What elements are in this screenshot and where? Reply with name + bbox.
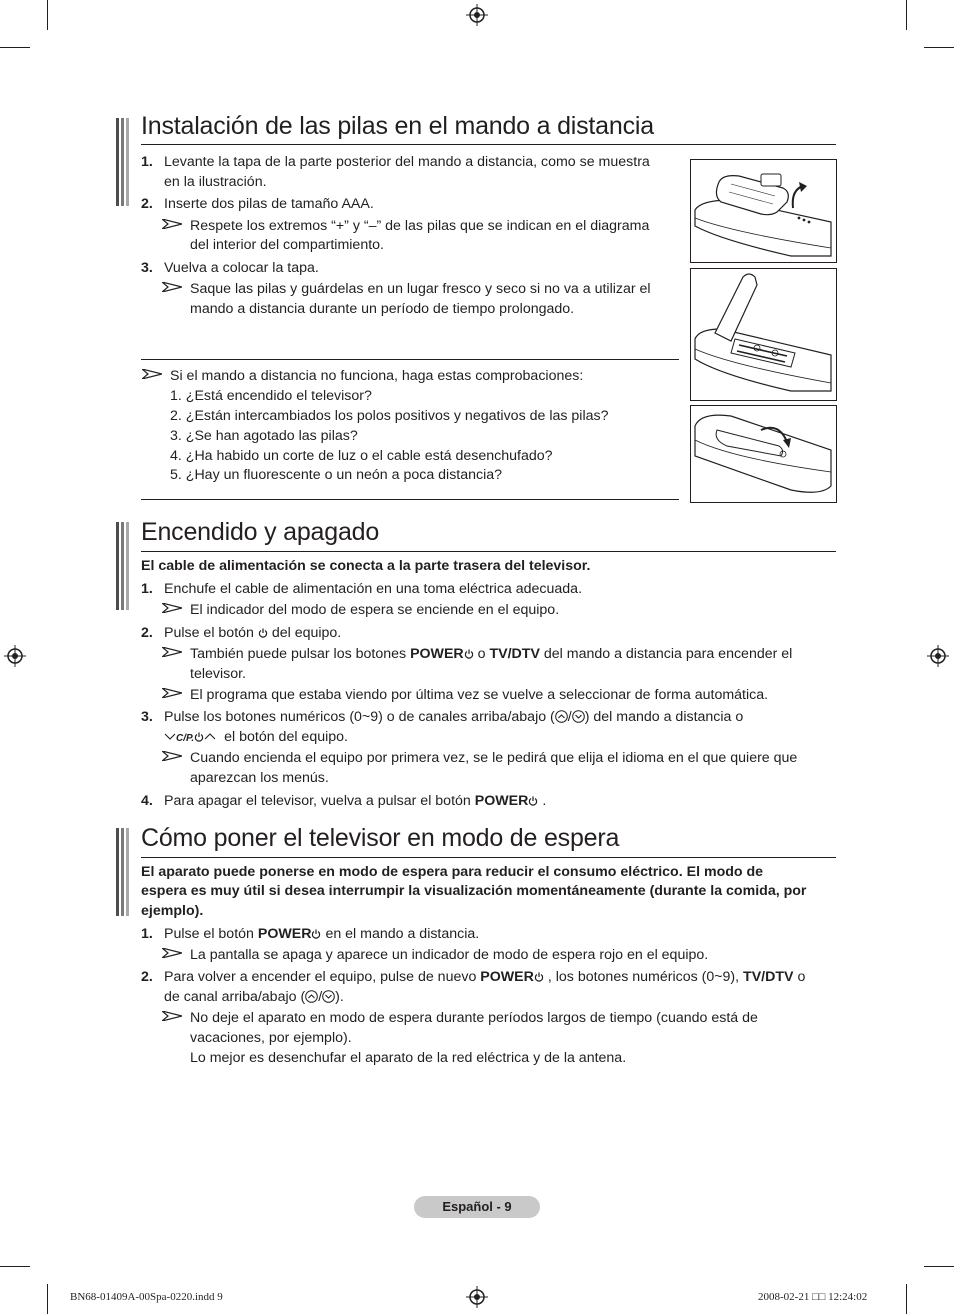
check-box-rule-bottom: [141, 499, 679, 500]
note-arrow-icon: [162, 219, 182, 229]
channel-up-icon: [555, 710, 568, 723]
crop-mark: [0, 1266, 30, 1267]
note-text: El indicador del modo de espera se enciende en el equipo.: [190, 602, 560, 618]
step-number: 1.: [141, 581, 153, 597]
note-text: mando a distancia durante un período de tiempo prolongado.: [190, 301, 575, 317]
step-text-part: .: [542, 793, 547, 809]
section-rule: [141, 144, 836, 145]
check-item: 1. ¿Está encendido el televisor?: [170, 388, 372, 404]
note-arrow-icon: [162, 751, 182, 761]
section-rule: [141, 551, 836, 552]
check-item: 5. ¿Hay un fluorescente o un neón a poca distancia?: [170, 467, 503, 483]
step-text-part: ) del mando a distancia o: [584, 709, 744, 725]
step-text: Inserte dos pilas de tamaño AAA.: [164, 196, 374, 212]
check-item: 4. ¿Ha habido un corte de luz o el cable está desenchufado?: [170, 448, 553, 464]
power-icon: [528, 796, 538, 806]
check-item: 2. ¿Están intercambiados los polos positivos y negativos de las pilas?: [170, 408, 609, 424]
power-icon: [534, 972, 544, 982]
channel-up-icon: [305, 990, 318, 1003]
date-slug: 2008-02-21 □□ 12:24:02: [758, 1291, 868, 1303]
step-text-part: , los botones numéricos (0~9),: [547, 969, 740, 985]
step-text-part: o: [797, 969, 806, 985]
note-text: Lo mejor es desenchufar el aparato de la red eléctrica y de la antena.: [190, 1050, 627, 1066]
cp-button-label: C/P.: [176, 733, 195, 744]
note-text: Respete los extremos “+” y “–” de las pilas que se indican en el diagrama: [190, 218, 650, 234]
note-text: El programa que estaba viendo por última vez se vuelve a seleccionar de forma automática.: [190, 687, 769, 703]
step-number: 1.: [141, 154, 153, 170]
check-intro: Si el mando a distancia no funciona, haga estas comprobaciones:: [170, 368, 584, 384]
step-text-part: Pulse el botón: [164, 926, 254, 942]
step-text: [164, 791, 546, 811]
step-text: [164, 727, 348, 749]
step-text-part: del equipo.: [271, 625, 342, 641]
note-text: del interior del compartimiento.: [190, 237, 384, 253]
step-number: 2.: [141, 625, 153, 641]
step-text: [164, 707, 743, 727]
section-lead: ejemplo).: [141, 903, 204, 919]
step-text-part: de canal arriba/abajo (: [164, 989, 306, 1005]
crop-mark: [924, 1266, 954, 1267]
power-icon: [464, 649, 474, 659]
section-rule: [141, 857, 836, 858]
check-item: 3. ¿Se han agotado las pilas?: [170, 428, 358, 444]
registration-mark-icon: [4, 645, 26, 667]
step-text-part: en el mando a distancia.: [325, 926, 480, 942]
power-icon: [258, 628, 268, 638]
power-button-label: POWER: [257, 926, 312, 942]
registration-mark-icon: [466, 1286, 488, 1308]
note-text: No deje el aparato en modo de espera durante períodos largos de tiempo (cuando está de: [190, 1010, 758, 1026]
step-text-part: Para apagar el televisor, vuelva a pulsar el botón: [164, 793, 471, 809]
power-button-label: POWER: [410, 646, 464, 662]
section-lead: espera es muy útil si desea interrumpir la visualización momentáneamente (durante la comida, por: [141, 883, 807, 899]
crop-mark: [47, 0, 48, 30]
step-text: [164, 623, 341, 643]
crop-mark: [924, 47, 954, 48]
note-text-part: del mando a distancia para encender el: [543, 646, 793, 662]
section-marker: [116, 118, 132, 206]
note-arrow-icon: [162, 688, 182, 698]
note-arrow-icon: [162, 282, 182, 292]
chevron-down-icon: [164, 731, 176, 741]
note-text: televisor.: [190, 666, 246, 682]
registration-mark-icon: [927, 645, 949, 667]
channel-down-icon: [572, 710, 585, 723]
note-arrow-icon: [162, 1011, 182, 1021]
step-number: 1.: [141, 926, 153, 942]
channel-down-icon: [322, 990, 335, 1003]
remote-illustration-close-cover: [690, 405, 837, 503]
step-text: Levante la tapa de la parte posterior del mando a distancia, como se muestra: [164, 154, 650, 170]
note-text: Saque las pilas y guárdelas en un lugar fresco y seco si no va a utilizar el: [190, 281, 651, 297]
step-number: 3.: [141, 709, 153, 725]
step-number: 4.: [141, 793, 153, 809]
note-text-part: También puede pulsar los botones: [190, 646, 407, 662]
step-text-part: Pulse el botón: [164, 625, 254, 641]
tvdtv-button-label: TV/DTV: [489, 646, 540, 662]
page-number-badge: Español - 9: [414, 1196, 540, 1218]
section-title-espera: Cómo poner el televisor en modo de espera: [141, 824, 620, 852]
note-arrow-icon: [162, 948, 182, 958]
tvdtv-button-label: TV/DTV: [743, 969, 794, 985]
step-text: Enchufe el cable de alimentación en una toma eléctrica adecuada.: [164, 581, 583, 597]
step-text-part: ).: [335, 989, 344, 1005]
step-text-part: Pulse los botones numéricos (0~9) o de canales arriba/abajo (: [164, 709, 555, 725]
section-lead: El aparato puede ponerse en modo de espera para reducir el consumo eléctrico. El modo de: [141, 864, 764, 880]
power-icon: [194, 732, 204, 742]
registration-mark-icon: [466, 4, 488, 26]
note-text: La pantalla se apaga y aparece un indicador de modo de espera rojo en el equipo.: [190, 947, 709, 963]
step-text: [164, 967, 805, 987]
remote-illustration-insert-batteries: [690, 268, 837, 401]
note-arrow-icon: [162, 647, 182, 657]
section-title-pilas: Instalación de las pilas en el mando a distancia: [141, 112, 654, 140]
note-text: Cuando encienda el equipo por primera vez, se le pedirá que elija el idioma en el que quiere que: [190, 750, 798, 766]
power-button-label: POWER: [474, 793, 529, 809]
note-text: vacaciones, por ejemplo).: [190, 1030, 352, 1046]
note-text-part: o: [477, 646, 486, 662]
crop-mark: [906, 0, 907, 30]
chevron-up-icon: [204, 731, 216, 741]
power-icon: [311, 929, 321, 939]
step-text: [164, 924, 479, 944]
step-number: 3.: [141, 260, 153, 276]
step-text: Vuelva a colocar la tapa.: [164, 260, 319, 276]
note-arrow-icon: [162, 603, 182, 613]
step-text: [164, 987, 344, 1007]
crop-mark: [47, 1284, 48, 1314]
remote-illustration-open-cover: [690, 159, 837, 263]
section-marker: [116, 522, 132, 610]
step-text-part: /: [567, 709, 572, 725]
file-slug: BN68-01409A-00Spa-0220.indd 9: [70, 1291, 223, 1303]
step-number: 2.: [141, 196, 153, 212]
step-text-part: /: [318, 989, 323, 1005]
step-text-part: Para volver a encender el equipo, pulse de nuevo: [164, 969, 477, 985]
power-button-label: POWER: [480, 969, 534, 985]
step-number: 2.: [141, 969, 153, 985]
section-marker: [116, 828, 132, 916]
check-box-rule-top: [141, 359, 679, 360]
crop-mark: [906, 1284, 907, 1314]
note-text: aparezcan los menús.: [190, 770, 329, 786]
crop-mark: [0, 47, 30, 48]
section-title-encendido: Encendido y apagado: [141, 518, 380, 546]
note-arrow-icon: [142, 369, 162, 379]
step-text-part: el botón del equipo.: [224, 729, 348, 745]
note-text: [190, 644, 792, 664]
step-text: en la ilustración.: [164, 174, 267, 190]
section-lead: El cable de alimentación se conecta a la parte trasera del televisor.: [141, 558, 591, 574]
